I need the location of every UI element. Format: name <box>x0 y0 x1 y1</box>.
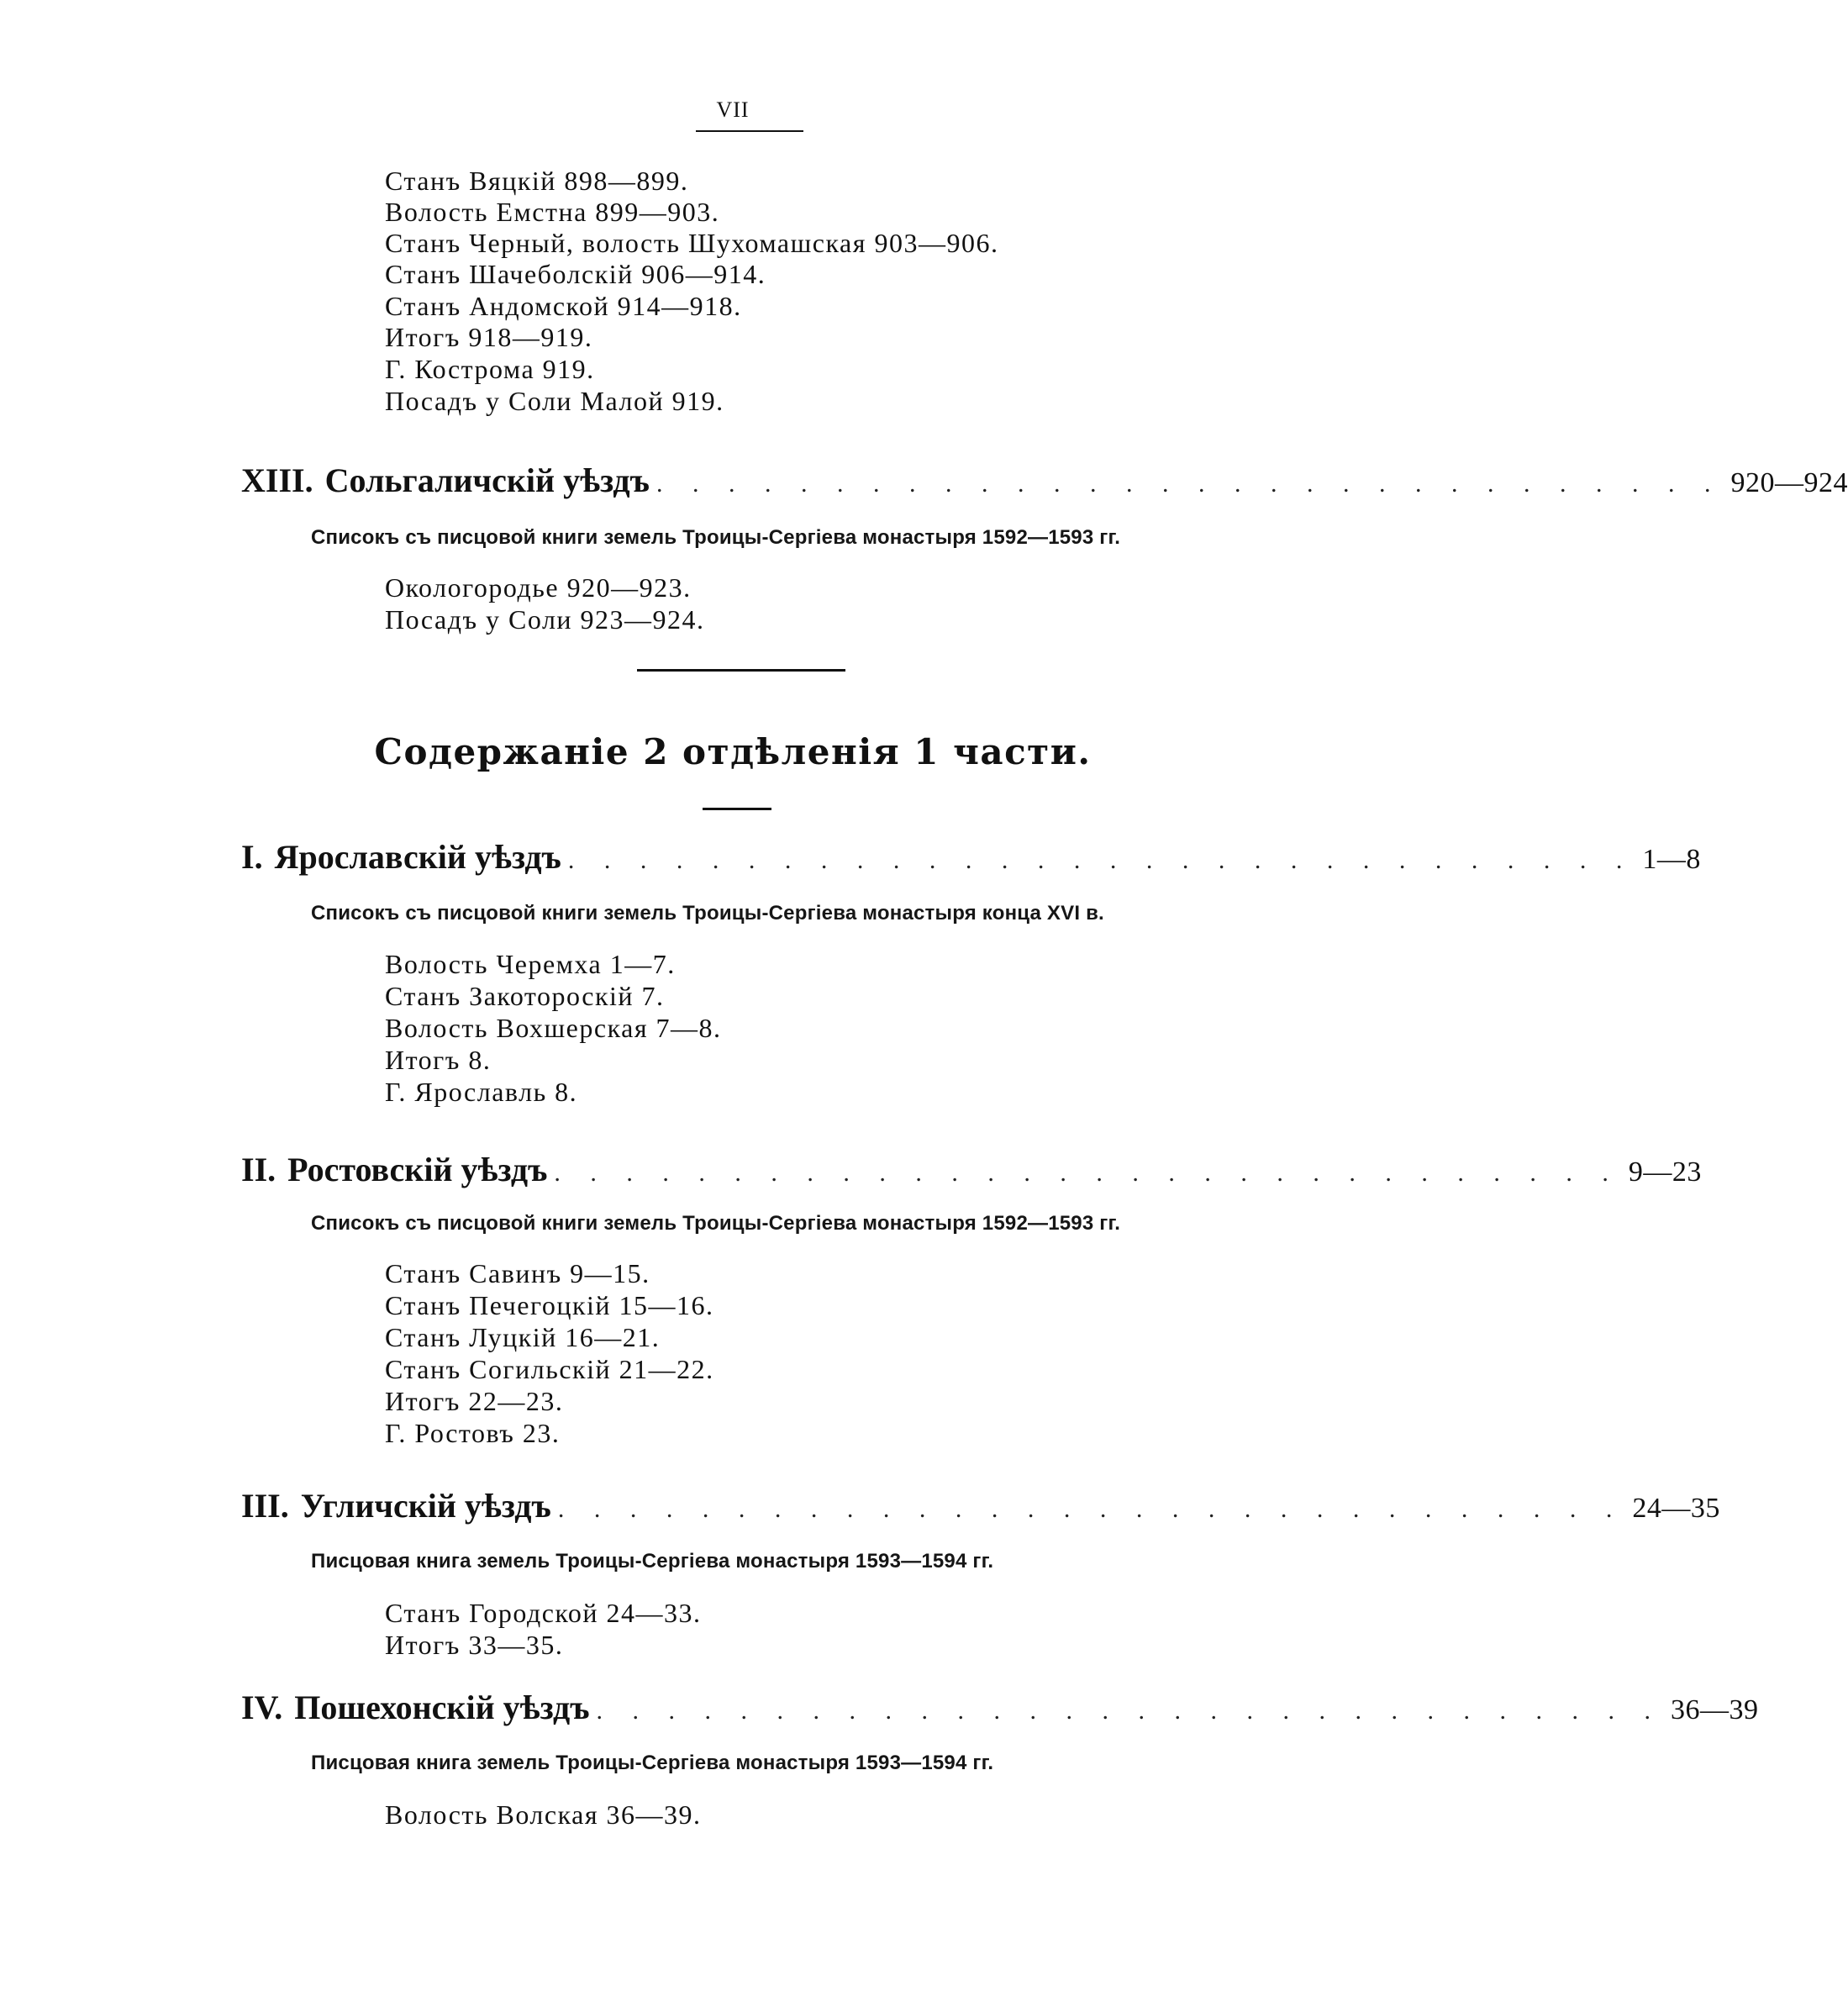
section-number: II. <box>241 1151 276 1188</box>
list-item: Станъ Савинъ 9—15. <box>385 1258 650 1288</box>
list-item: Волость Черемха 1—7. <box>385 949 676 979</box>
list-item: Станъ Андомской 914—918. <box>385 291 742 321</box>
list-item: Станъ Черный, волость Шухомашская 903—906. <box>385 228 999 258</box>
section-title: Пошехонскій уѣздъ <box>294 1689 590 1726</box>
list-item: Итогъ 918—919. <box>385 322 593 352</box>
section-title: Сольгаличскій уѣздъ <box>324 461 650 499</box>
source-note: Списокъ съ писцовой книги земель Троицы-Сергіева монастыря конца XVI в. <box>311 902 1104 925</box>
list-item: Станъ Закотороскій 7. <box>385 981 665 1011</box>
section-number: XIII. <box>241 461 313 499</box>
source-note: Писцовая книга земель Троицы-Сергіева монастыря 1593—1594 гг. <box>311 1550 994 1573</box>
list-item: Станъ Вяцкій 898—899. <box>385 166 689 196</box>
dot-leader: . . . . . . . . . . . . . . . . . . . . . . . . . . . . . . <box>596 1697 1663 1725</box>
list-item: Окологородье 920—923. <box>385 572 692 603</box>
section-heading-iii <box>241 1486 1720 1528</box>
section-heading-i <box>241 837 1701 879</box>
section-title: Ростовскій уѣздъ <box>287 1151 548 1188</box>
list-item: Итогъ 33—35. <box>385 1630 564 1660</box>
section-heading-iv <box>241 1688 1759 1730</box>
source-note: Писцовая книга земель Троицы-Сергіева монастыря 1593—1594 гг. <box>311 1752 994 1774</box>
section-pages: 24—35 <box>1632 1493 1720 1524</box>
list-item: Г. Ярославль 8. <box>385 1077 578 1107</box>
section-heading-ii <box>241 1150 1702 1192</box>
dot-leader: . . . . . . . . . . . . . . . . . . . . . . . . . . . . . . <box>554 1159 1620 1187</box>
list-item: Посадъ у Соли 923—924. <box>385 604 705 635</box>
section-number: I. <box>241 838 263 876</box>
page-title: Содержаніе 2 отдѣленія 1 части. <box>374 731 1092 772</box>
list-item: Г. Ростовъ 23. <box>385 1418 561 1448</box>
list-item: Г. Кострома 919. <box>385 354 595 384</box>
section-number: IV. <box>241 1689 283 1726</box>
dot-leader: . . . . . . . . . . . . . . . . . . . . . . . . . . . . . . <box>567 846 1635 874</box>
section-number: III. <box>241 1487 289 1525</box>
section-title: Угличскій уѣздъ <box>300 1487 551 1525</box>
list-item: Станъ Печегоцкій 15—16. <box>385 1290 714 1320</box>
list-item: Станъ Шачеболскій 906—914. <box>385 259 766 289</box>
section-pages: 1—8 <box>1642 844 1701 875</box>
list-item: Станъ Согильскій 21—22. <box>385 1354 714 1384</box>
page-number: VII <box>716 97 750 122</box>
list-item: Волость Волская 36—39. <box>385 1799 702 1830</box>
list-item: Посадъ у Соли Малой 919. <box>385 386 724 416</box>
list-item: Волость Емстна 899—903. <box>385 197 720 227</box>
list-item: Итогъ 8. <box>385 1045 492 1075</box>
source-note: Списокъ съ писцовой книги земель Троицы-Сергіева монастыря 1592—1593 гг. <box>311 526 1121 549</box>
list-item: Волость Вохшерская 7—8. <box>385 1013 722 1043</box>
section-pages: 36—39 <box>1671 1694 1759 1725</box>
section-divider <box>637 669 845 672</box>
section-pages: 920—924 <box>1730 467 1848 498</box>
list-item: Итогъ 22—23. <box>385 1386 564 1416</box>
list-item: Станъ Луцкій 16—21. <box>385 1322 661 1352</box>
page-number-rule <box>696 130 803 132</box>
title-divider <box>703 808 771 810</box>
list-item: Станъ Городской 24—33. <box>385 1598 702 1628</box>
dot-leader: . . . . . . . . . . . . . . . . . . . . . . . . . . . . . . <box>655 470 1723 498</box>
section-title: Ярославскій уѣздъ <box>274 838 561 876</box>
dot-leader: . . . . . . . . . . . . . . . . . . . . . . . . . . . . . . <box>557 1495 1624 1523</box>
source-note: Списокъ съ писцовой книги земель Троицы-Сергіева монастыря 1592—1593 гг. <box>311 1212 1121 1235</box>
section-heading-xiii <box>241 461 1848 503</box>
section-pages: 9—23 <box>1628 1156 1702 1188</box>
